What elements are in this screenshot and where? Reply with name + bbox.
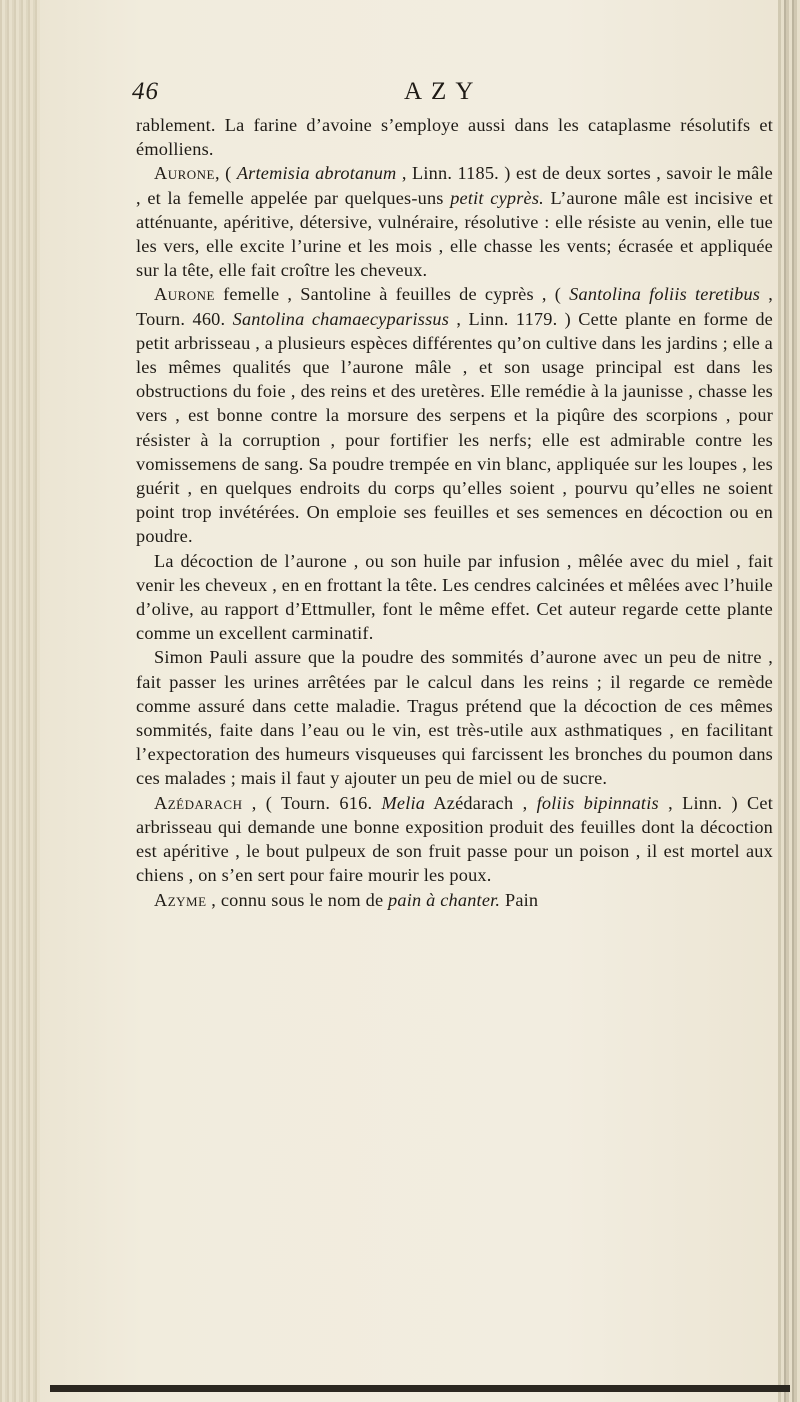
text-run: , ( [214,163,237,184]
text-run: Azédarach , [425,792,537,813]
text-run: , Linn. 1179. ) Cette plante en forme de petit arbrisseau , a plusieurs espèces différentes qu’on cultive dans les jardins ; elle a les mêmes qualités que l’aurone mâle , et son usage principal est dans les obstructions du foie , des reins et des uretères. Elle remédie à la jaunisse , chasse les vers , est bonne contre la morsure des serpens et la piqûre des scorpions , pour résister à la corruption , pour fortifier les nerfs; elle est admirable contre les vomissemens de sang. Sa poudre trempée en vin blanc, appliquée sur les loupes , les guérit , en quelques endroits du corps qu’elles soient , pourvu qu’elles ne soient point trop invétérées. On emploie ses feuilles et ses semences en décoction ou en poudre. [136,308,773,547]
entry-azyme [136,888,773,912]
text-run: , Linn. ) Cet arbrisseau qui demande une bonne exposition produit des feuilles dont la décoction est apéritive , le bout pulpeux de son fruit passe pour un poison , il est mortel aux chiens , on s’en sert pour faire mourir les poux. [136,792,773,886]
text-run: , ( Tourn. 616. [242,792,382,813]
entry-headword: Azédarach [154,792,243,813]
binding-gutter [0,0,40,1402]
entry-headword: Azyme [154,889,207,910]
running-head: AZY [404,78,483,105]
text-run: L’aurone mâle est incisive et atténuante, apéritive, détersive, vulnéraire, résolutive : elle résiste au venin, elle tue les vers, elle excite l’urine et les mois , elle chasse les vents; écrasée et appliquée sur la tête, elle fait croître les cheveux. [136,187,773,281]
italic-term: Santolina foliis teretibus [569,284,761,305]
text-run: , Tourn. 460. [136,284,773,329]
text-run: femelle , Santoline à feuilles de cyprès , ( [214,284,570,305]
page-number: 46 [132,78,159,105]
text-run: , connu sous le nom de [206,889,389,910]
text-run: Pain [500,889,539,910]
italic-term: Artemisia abrotanum [236,163,397,184]
body-text [136,113,773,912]
paragraph-continuation [136,113,773,161]
text-run: La décoction de l’aurone , ou son huile par infusion , mêlée avec du miel , fait venir les cheveux , en en frottant la tête. Les cendres calcinées et mêlées avec l’huile d’olive, au rapport d’Ettmuller, font le même effet. Cet auteur regarde cette plante comme un excellent carminatif. [136,550,773,644]
entry-headword: Aurone [154,284,215,305]
italic-term: foliis bipinnatis [536,792,659,813]
paragraph-decoction [136,549,773,646]
entry-aurone-male [136,161,773,282]
page-edge [778,0,800,1402]
text-run: , Linn. 1185. ) est de deux sortes , savoir le mâle , et la femelle appelée par quelques-uns [136,163,773,208]
page-header [132,78,772,110]
italic-term: petit cyprès. [450,187,544,208]
entry-aurone-femelle [136,282,773,548]
italic-term: Melia [381,792,426,813]
paragraph-simon-pauli [136,645,773,790]
bottom-shadow-band [50,1385,790,1392]
entry-headword: Aurone [154,163,215,184]
italic-term: pain à chanter. [388,889,501,910]
text-run: rablement. La farine d’avoine s’employe aussi dans les cataplasme résolutifs et émolliens. [136,115,773,160]
entry-azedarach [136,791,773,888]
italic-term: Santolina chamaecyparissus [232,308,450,329]
text-run: Simon Pauli assure que la poudre des sommités d’aurone avec un peu de nitre , fait passer les urines arrêtées par le calcul dans les reins ; il regarde ce remède comme assuré dans cette maladie. Tragus prétend que la décoction de ces mêmes sommités, faite dans l’eau ou le vin, est très-utile aux asthmatiques , en facilitant l’expectoration des humeurs visqueuses qui farcissent les bronches du poumon dans ces malades ; mais il faut y ajouter un peu de miel ou de sucre. [136,647,773,789]
